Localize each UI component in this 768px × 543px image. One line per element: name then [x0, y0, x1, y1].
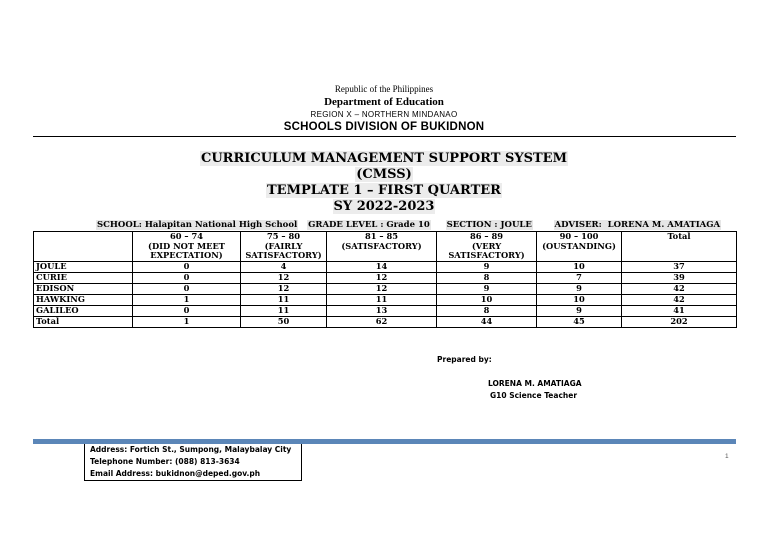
table-cell: 37 — [622, 261, 737, 272]
signatory-name: LORENA M. AMATIAGA — [488, 379, 582, 388]
title-line-4: SY 2022-2023 — [333, 199, 435, 214]
table-cell: 9 — [437, 261, 537, 272]
title-line-1: CURRICULUM MANAGEMENT SUPPORT SYSTEM — [201, 151, 567, 166]
page-number: 1 — [725, 453, 729, 460]
division-label: SCHOOLS DIVISION OF BUKIDNON — [283, 121, 485, 133]
row-label: HAWKING — [34, 294, 133, 305]
header-cell: 75 – 80 (FAIRLY SATISFACTORY) — [241, 232, 327, 262]
table-cell: 9 — [437, 283, 537, 294]
row-label: GALILEO — [34, 305, 133, 316]
prepared-by-label: Prepared by: — [437, 355, 492, 364]
address-line: Address: Fortich St., Sumpong, Malaybalay City — [90, 445, 292, 454]
table-cell: 10 — [437, 294, 537, 305]
table-cell: 4 — [241, 261, 327, 272]
header-cell: 60 – 74 (DID NOT MEET EXPECTATION) — [133, 232, 241, 262]
table-cell: 14 — [327, 261, 437, 272]
table-cell: 12 — [241, 272, 327, 283]
table-cell: 42 — [622, 283, 737, 294]
table-cell: 0 — [133, 305, 241, 316]
table-cell: 11 — [327, 294, 437, 305]
table-cell: 13 — [327, 305, 437, 316]
region-label: REGION X – NORTHERN MINDANAO — [310, 110, 458, 119]
table-total-row — [34, 316, 737, 327]
table-cell: 11 — [241, 305, 327, 316]
header-cell: 86 – 89 (VERY SATISFACTORY) — [437, 232, 537, 262]
title-line-3: TEMPLATE 1 – FIRST QUARTER — [267, 183, 501, 198]
address-box — [84, 444, 302, 481]
table-cell: 0 — [133, 261, 241, 272]
table-cell: 10 — [537, 294, 622, 305]
table-row — [34, 272, 737, 283]
signatory-role: G10 Science Teacher — [490, 391, 578, 400]
table-cell: 39 — [622, 272, 737, 283]
school-info: SCHOOL: Halapitan National High School — [97, 220, 298, 230]
table-cell: 1 — [133, 316, 241, 327]
table-cell: 41 — [622, 305, 737, 316]
table-cell: 12 — [241, 283, 327, 294]
title-line-2: (CMSS) — [356, 167, 412, 182]
table-row — [34, 283, 737, 294]
table-cell: 12 — [327, 272, 437, 283]
table-cell: 62 — [327, 316, 437, 327]
table-cell: 1 — [133, 294, 241, 305]
header-cell: 81 – 85 (SATISFACTORY) — [327, 232, 437, 262]
table-header-row — [34, 232, 737, 262]
table-cell: 42 — [622, 294, 737, 305]
table-cell: 8 — [437, 305, 537, 316]
row-label: CURIE — [34, 272, 133, 283]
row-label: JOULE — [34, 261, 133, 272]
grade-distribution-table — [33, 231, 737, 328]
header-cell-total: Total — [622, 232, 737, 262]
row-label: Total — [34, 316, 133, 327]
telephone-line: Telephone Number: (088) 813-3634 — [90, 457, 240, 466]
header-cell: 90 – 100 (OUSTANDING) — [537, 232, 622, 262]
email-line: Email Address: bukidnon@deped.gov.ph — [90, 469, 261, 478]
table-cell: 8 — [437, 272, 537, 283]
table-cell: 50 — [241, 316, 327, 327]
table-cell: 11 — [241, 294, 327, 305]
republic-label: Republic of the Philippines — [334, 84, 434, 94]
table-cell: 9 — [537, 305, 622, 316]
table-cell: 202 — [622, 316, 737, 327]
adviser-info: ADVISER: LORENA M. AMATIAGA — [554, 220, 721, 230]
header-cell-blank — [34, 232, 133, 262]
table-row — [34, 294, 737, 305]
table-cell: 10 — [537, 261, 622, 272]
section-info: SECTION : JOULE — [446, 220, 532, 230]
table-cell: 9 — [537, 283, 622, 294]
table-cell: 45 — [537, 316, 622, 327]
table-row — [34, 305, 737, 316]
department-label: Department of Education — [324, 96, 444, 108]
table-cell: 0 — [133, 272, 241, 283]
class-info — [96, 220, 721, 230]
table-cell: 7 — [537, 272, 622, 283]
row-label: EDISON — [34, 283, 133, 294]
table-cell: 0 — [133, 283, 241, 294]
table-cell: 12 — [327, 283, 437, 294]
table-row — [34, 261, 737, 272]
header-divider — [33, 136, 736, 137]
table-cell: 44 — [437, 316, 537, 327]
grade-info: GRADE LEVEL : Grade 10 — [308, 220, 430, 230]
